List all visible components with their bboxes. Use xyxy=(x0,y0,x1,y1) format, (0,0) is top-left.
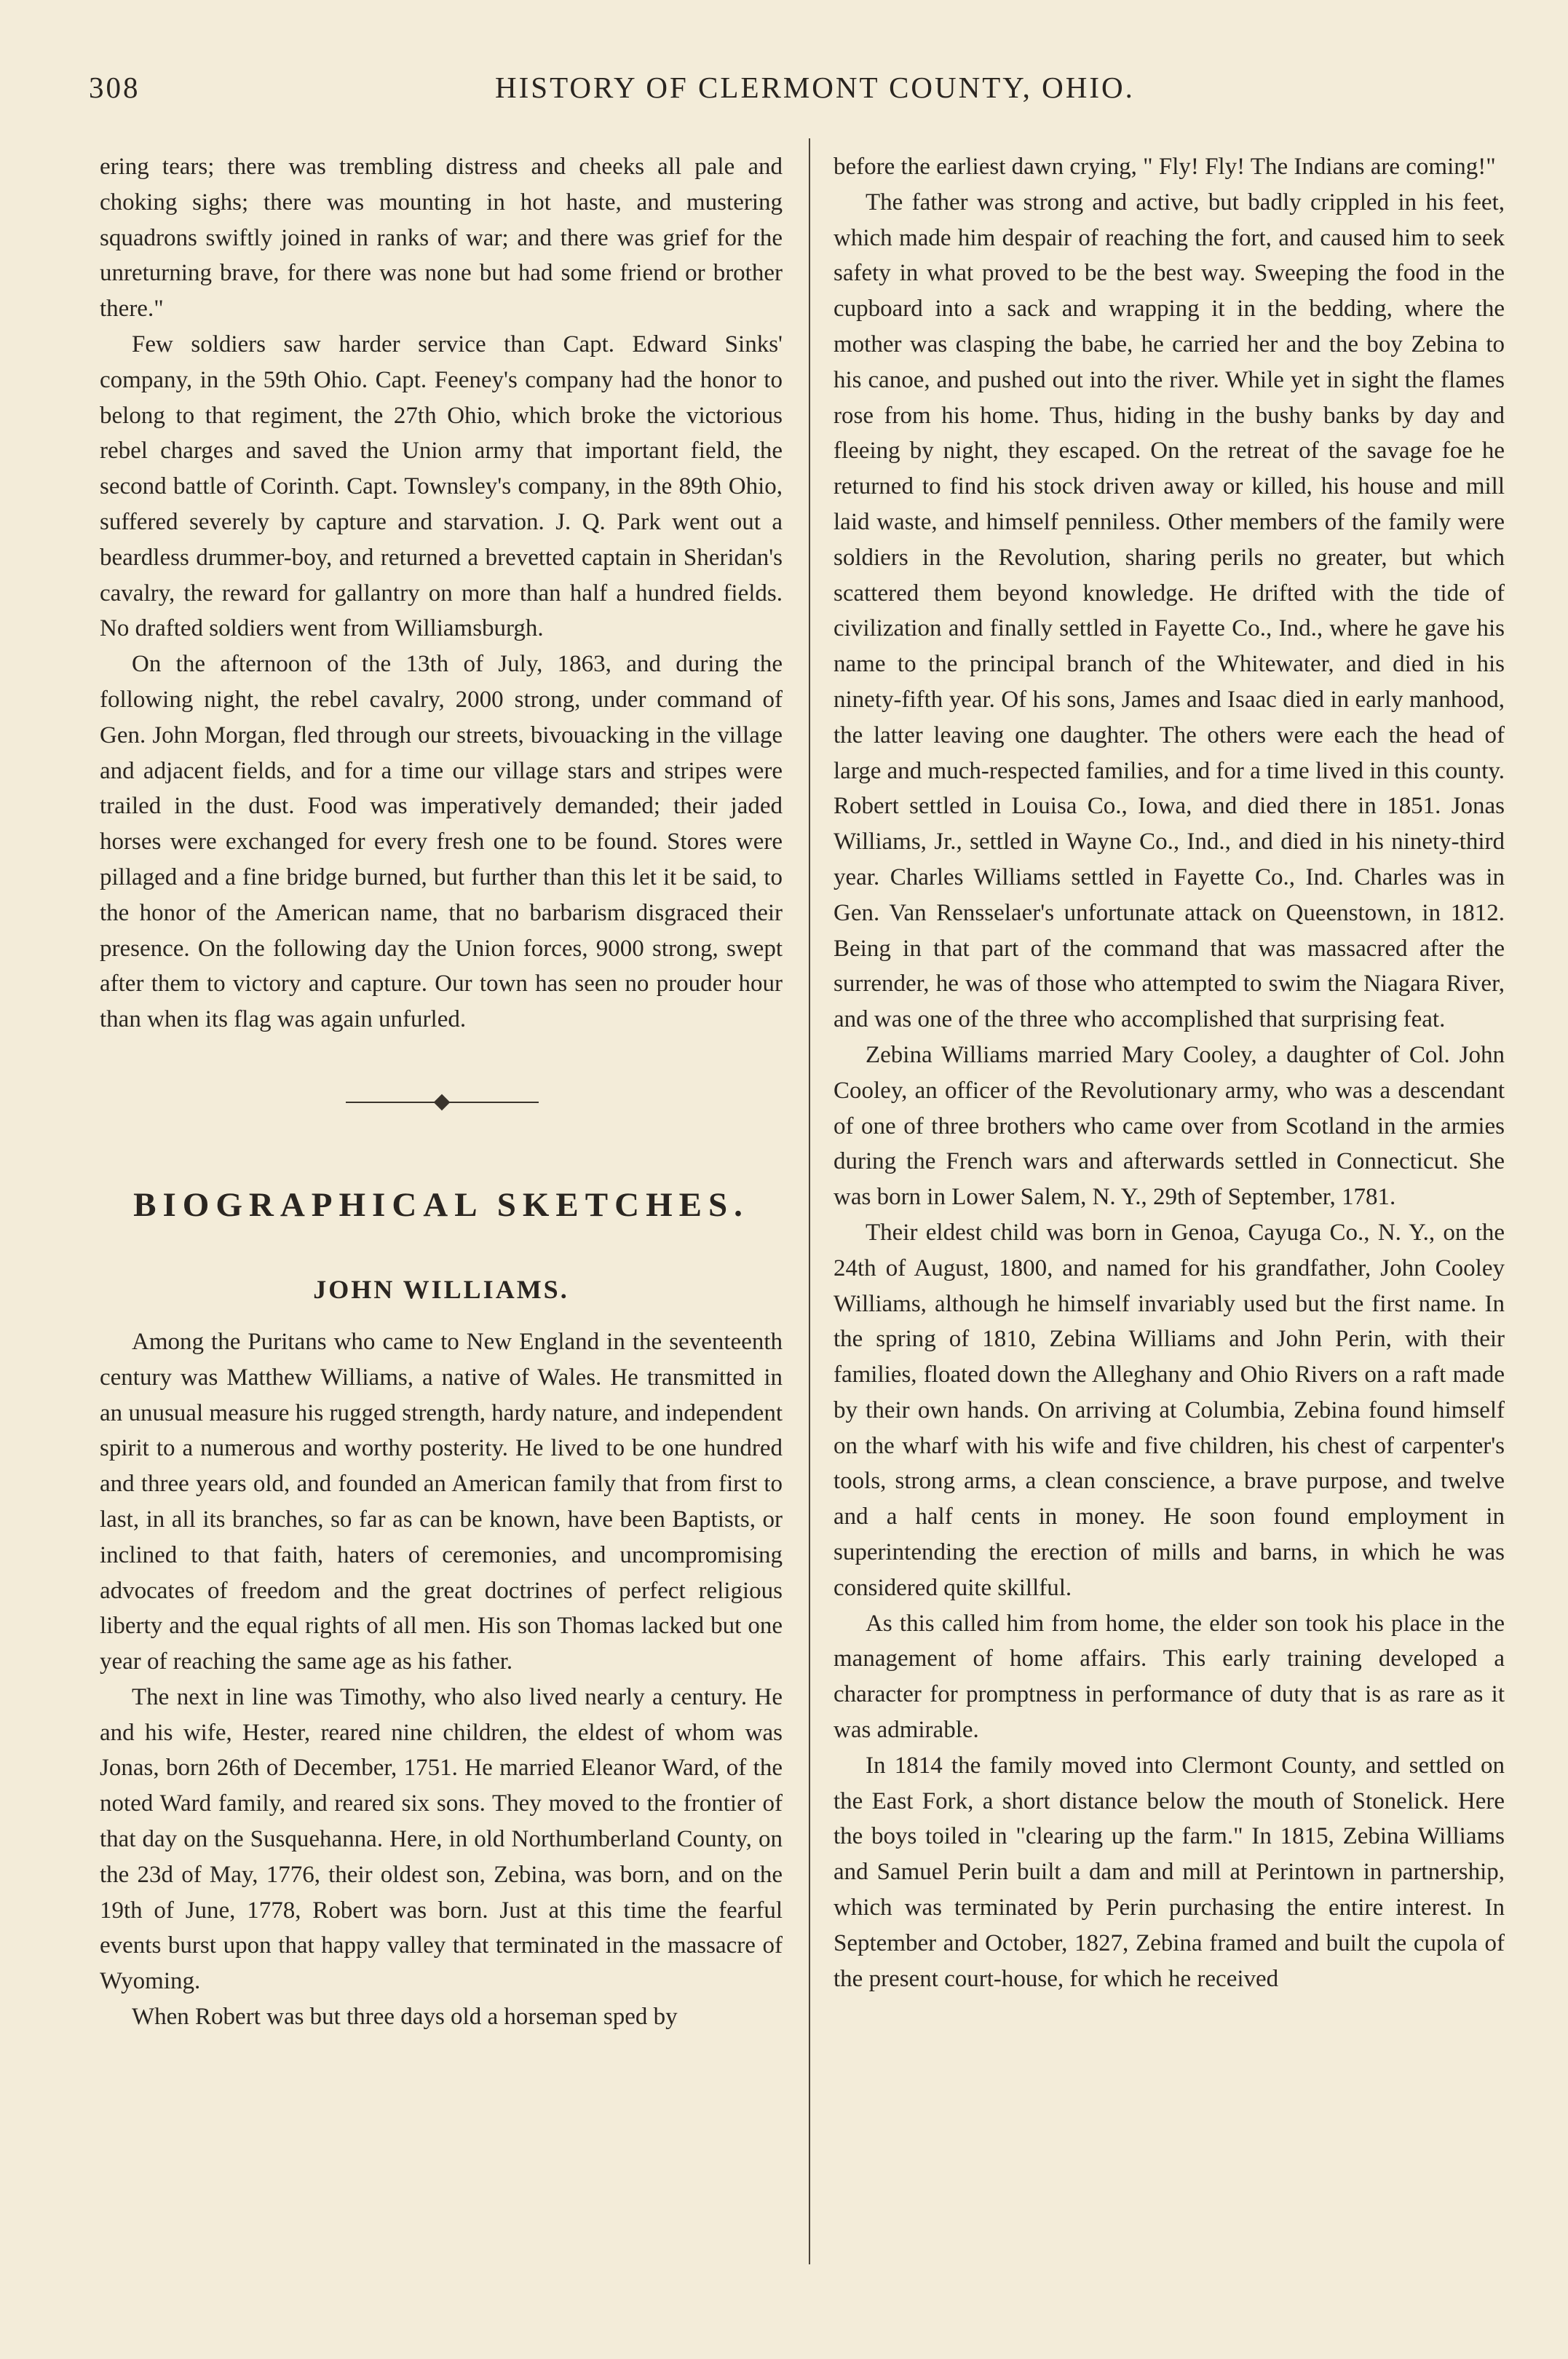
paragraph: Among the Puritans who came to New England in the seventeenth century was Matthew Williams, a native of Wales. He transmitted in an unusual measure his rugged strength, hardy nature, and independent spirit to a numerous and worthy posterity. He lived to be one hundred and three years old, and founded an American family that from first to last, in all its branches, so far as can be known, have been Baptists, or inclined to that faith, haters of ceremonies, and uncompromising advocates of freedom and the great doctrines of perfect religious liberty and the equal rights of all men. His son Thomas lacked but one year of reaching the same age as his father. xyxy=(100,1328,783,1675)
paragraph: ering tears; there was trembling distress and cheeks all pale and choking sighs; there was mounting in hot haste, and mustering squadrons swiftly joined in ranks of war; and there was grief for the unreturning brave, for there was none but had some friend or brother there." xyxy=(100,154,783,323)
paragraph: Their eldest child was born in Genoa, Cayuga Co., N. Y., on the 24th of August, 1800, and named for his grandfather, John Cooley Williams, although he himself invariably used but the first name. In the spring of 1810, Zebina Williams and John Perin, with their families, floated down the Alleghany and Ohio Rivers on a raft made by their own hands. On arriving at Columbia, Zebina found himself on the wharf with his wife and five children, his chest of carpenter's tools, strong arms, a clean conscience, a brave purpose, and twelve and a half cents in money. He soon found employment in superintending the erection of mills and barns, in which he was considered quite skillful. xyxy=(834,1219,1505,1601)
paragraph: Zebina Williams married Mary Cooley, a daughter of Col. John Cooley, an officer of the Revolutionary army, who was a descendant of one of three brothers who came over from Scotland in the armies during the French wars and afterwards settled in Connecticut. She was born in Lower Salem, N. Y., 29th of September, 1781. xyxy=(834,1041,1505,1211)
section-title: BIOGRAPHICAL SKETCHES. xyxy=(133,1185,749,1224)
running-title: HISTORY OF CLERMONT COUNTY, OHIO. xyxy=(495,71,1135,104)
page-header xyxy=(0,70,1568,114)
column-divider xyxy=(809,138,810,2264)
section-ornament xyxy=(100,1038,783,1183)
page-number: 308 xyxy=(89,71,140,104)
paragraph: As this called him from home, the elder son took his place in the management of home affairs. This early training developed a character for promptness in performance of duty that is as rare as it was admirable. xyxy=(834,1610,1505,1744)
right-column xyxy=(834,149,1505,1996)
ornament-diamond xyxy=(434,1094,451,1111)
paragraph: The next in line was Timothy, who also lived nearly a century. He and his wife, Hester, reared nine children, the eldest of whom was Jonas, born 26th of December, 1751. He married Eleanor Ward, of the noted Ward family, and reared six sons. They moved to the frontier of that day on the Susquehanna. Here, in old Northumberland County, on the 23d of May, 1776, their oldest son, Zebina, was born, and on the 19th of June, 1778, Robert was born. Just at this time the fearful events burst upon that happy valley that terminated in the massacre of Wyoming. xyxy=(100,1683,783,1995)
paragraph: Few soldiers saw harder service than Capt. Edward Sinks' company, in the 59th Ohio. Capt. Feeney's company had the honor to belong to that regiment, the 27th Ohio, which broke the victorious rebel charges and saved the Union army that important field, the second battle of Corinth. Capt. Townsley's company, in the 89th Ohio, suffered severely by capture and starvation. J. Q. Park went out a beardless drummer-boy, and returned a brevetted captain in Sheridan's cavalry, the reward for gallantry on more than half a hundred fields. No drafted soldiers went from Williamsburgh. xyxy=(100,331,783,642)
left-column xyxy=(100,149,783,2035)
paragraph: When Robert was but three days old a horseman sped by xyxy=(132,2004,678,2031)
paragraph: The father was strong and active, but badly crippled in his feet, which made him despair of reaching the fort, and caused him to seek safety in what proved to be the best way. Sweeping the food in the cupboard into a sack and wrapping it in the bedding, where the mother was clasping the babe, he carried her and the boy Zebina to his canoe, and pushed out into the river. While yet in sight the flames rose from his home. Thus, hiding in the bushy banks by day and fleeing by night, they escaped. On the retreat of the savage foe he returned to find his stock driven away or killed, his house and mill laid waste, and himself penniless. Other members of the family were soldiers in the Revolution, sharing perils no greater, but which scattered them beyond knowledge. He drifted with the tide of civilization and finally settled in Fayette Co., Ind., where he gave his name to the principal branch of the Whitewater, and died in his ninety-fifth year. Of his sons, James and Isaac died in early manhood, the latter leaving one daughter. The others were each the head of large and much-respected families, and for a time lived in this county. Robert settled in Louisa Co., Iowa, and died there in 1851. Jonas Williams, Jr., settled in Wayne Co., Ind., and died in his ninety-third year. Charles Williams settled in Fayette Co., Ind. Charles was in Gen. Van Rensselaer's unfortunate attack on Queenstown, in 1812. Being in that part of the command that was massacred after the surrender, he was of those who attempted to swim the Niagara River, and was one of the three who accomplished that surprising feat. xyxy=(834,189,1505,1033)
sketch-title: JOHN WILLIAMS. xyxy=(313,1274,569,1304)
paragraph: On the afternoon of the 13th of July, 1863, and during the following night, the rebel cavalry, 2000 strong, under command of Gen. John Morgan, fled through our streets, bivouacking in the village and adjacent fields, and for a time our village stars and stripes were trailed in the dust. Food was imperatively demanded; their jaded horses were exchanged for every fresh one to be found. Stores were pillaged and a fine bridge burned, but further than this let it be said, to the honor of the American name, that no barbarism disgraced their presence. On the following day the Union forces, 9000 strong, swept after them to victory and capture. Our town has seen no prouder hour than when its flag was again unfurled. xyxy=(100,651,783,1033)
paragraph: before the earliest dawn crying, " Fly! Fly! The Indians are coming!" xyxy=(834,154,1496,180)
paragraph: In 1814 the family moved into Clermont County, and settled on the East Fork, a short distance below the mouth of Stonelick. Here the boys toiled in "clearing up the farm." In 1815, Zebina Williams and Samuel Perin built a dam and mill at Perintown in partnership, which was terminated by Perin purchasing the entire interest. In September and October, 1827, Zebina framed and built the cupola of the present court-house, for which he received xyxy=(834,1752,1505,1992)
